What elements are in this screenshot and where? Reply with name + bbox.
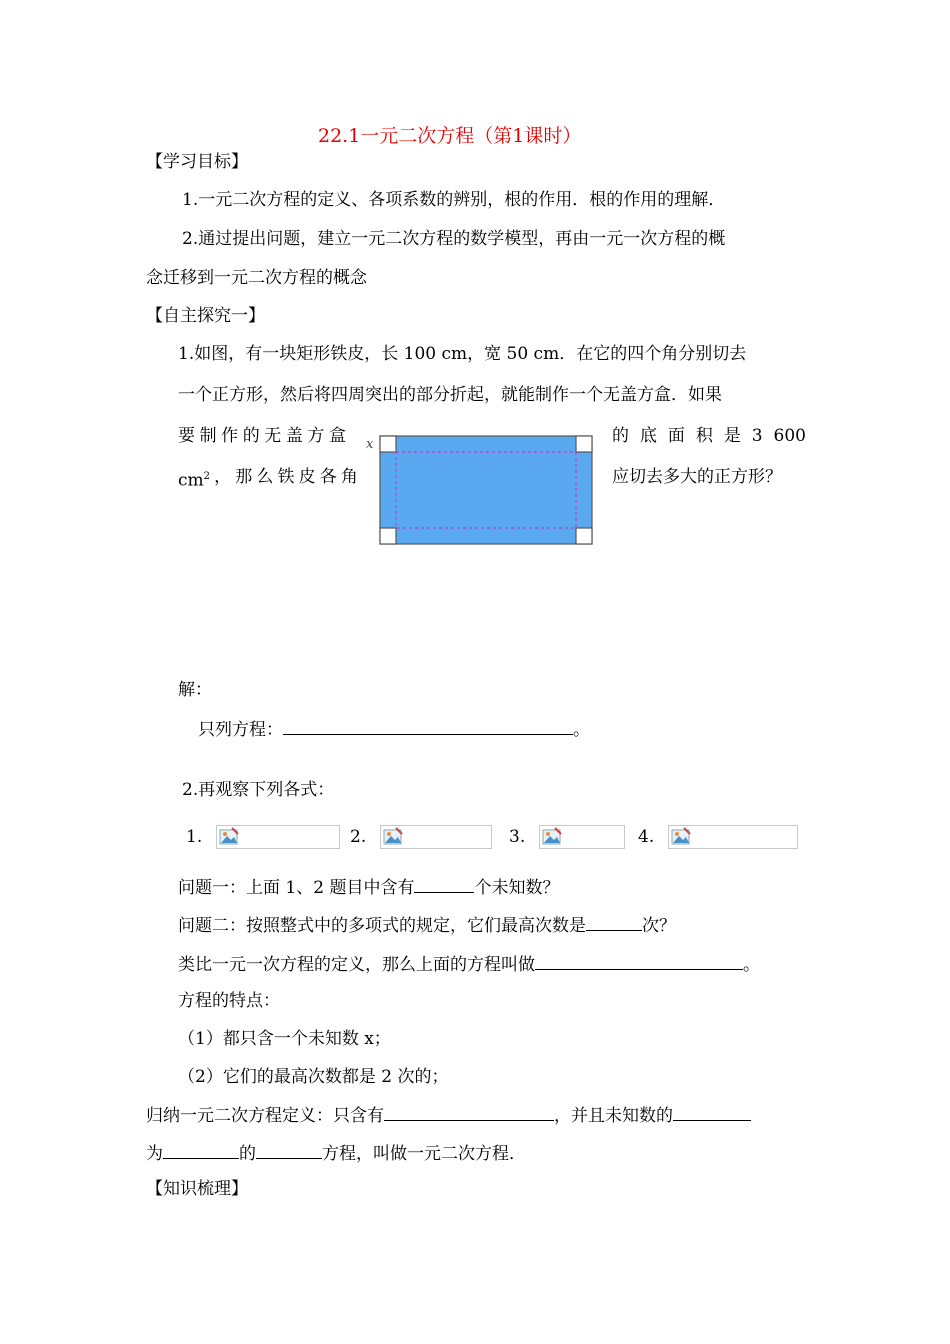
question-1-blank[interactable] [414,874,474,893]
text-char: 方 [307,426,325,446]
formula-image-placeholder [668,825,798,849]
formula-number: 4. [638,827,655,847]
analogy-line [178,951,760,977]
analogy-text-b: 。 [743,955,760,975]
definition-line-1 [146,1102,751,1128]
text-char: 皮 [298,467,316,487]
text-char: 底 [639,426,657,446]
equation-line [198,716,590,742]
text-char: 是 [723,426,741,446]
problem1-line-4-right: 应切去多大的正方形？ [612,467,782,487]
problem1-line-2: 一个正方形，然后将四周突出的部分折起，就能制作一个无盖方盒．如果 [178,385,722,405]
text-char: 么 [256,467,274,487]
section-heading-explore: 【自主探究一】 [146,306,265,326]
formula-image-placeholder [216,825,340,849]
text-char: 盒 [328,426,346,446]
question-1-text-a: 问题一：上面 1、2 题目中含有 [178,878,415,898]
definition-text-e: 方程，叫做一元二次方程． [322,1144,526,1164]
corner-square-bottom-right [576,528,592,544]
text-char: 各 [319,467,337,487]
page-title: 22.1一元二次方程（第1课时） [318,125,582,147]
question-2-blank[interactable] [586,912,642,931]
corner-square-bottom-left [380,528,396,544]
definition-text-a: 归纳一元二次方程定义：只含有 [146,1106,384,1126]
corner-square-top-left [380,436,396,452]
equation-end: 。 [573,720,590,740]
problem1-line-3-left [178,424,346,448]
question-1-text-b: 个未知数？ [474,878,560,898]
text-char: 角 [340,467,358,487]
text-char: 的 [612,426,629,446]
broken-image-icon [383,827,403,847]
sheet-diagram [364,432,596,548]
text-char: ， [214,467,232,487]
goal-item-1: 1.一元二次方程的定义、各项系数的辨别，根的作用．根的作用的理解． [182,190,726,210]
section-heading-knowledge: 【知识梳理】 [146,1179,248,1199]
analogy-text-a: 类比一元一次方程的定义，那么上面的方程叫做 [178,955,535,975]
text-char: 的 [242,426,260,446]
formula-item-4 [638,825,798,849]
equation-label: 只列方程： [198,720,283,740]
problem2-label: 2.再观察下列各式： [182,780,335,800]
unit-superscript: 2 [203,471,211,482]
formula-number: 1. [186,827,203,847]
text-char: 那 [235,467,253,487]
formula-image-placeholder [539,825,625,849]
definition-blank-1[interactable] [384,1102,554,1121]
goal-item-2-line-1: 2.通过提出问题，建立一元二次方程的数学模型，再由一元一次方程的概 [182,229,726,249]
question-2-text-b: 次？ [642,916,676,936]
formula-item-3 [509,825,625,849]
text-char: 盖 [285,426,303,446]
analogy-blank[interactable] [535,951,743,970]
formula-item-1 [186,825,340,849]
problem1-line-3-right [612,424,806,448]
formula-image-placeholder [380,825,492,849]
features-heading: 方程的特点： [178,991,280,1011]
text-char: 制 [199,426,217,446]
formula-item-2 [350,825,492,849]
text-char: 3 [751,426,763,446]
x-label: x [366,437,374,452]
solution-label: 解： [178,680,212,700]
problem1-line-4-left [178,465,358,493]
text-char: 铁 [277,467,295,487]
unit-text: cm [178,470,204,491]
sheet-figure [364,432,596,548]
formula-number: 3. [509,827,526,847]
definition-text-c: 为 [146,1144,163,1164]
broken-image-icon [219,827,239,847]
broken-image-icon [671,827,691,847]
text-char: 积 [695,426,713,446]
text-char: 要 [178,426,195,446]
definition-text-b: ，并且未知数的 [554,1106,673,1126]
definition-blank-4[interactable] [256,1140,322,1159]
definition-blank-2[interactable] [673,1102,751,1121]
question-2-text-a: 问题二：按照整式中的多项式的规定，它们最高次数是 [178,916,586,936]
corner-square-top-right [576,436,592,452]
question-1 [178,874,559,900]
section-heading-goals: 【学习目标】 [146,152,248,172]
definition-line-2 [146,1140,526,1166]
feature-2: （2）它们的最高次数都是 2 次的； [178,1067,449,1087]
broken-image-icon [542,827,562,847]
goal-item-2-line-2: 念迁移到一元二次方程的概念 [146,268,367,288]
text-char: 作 [221,426,239,446]
feature-1: （1）都只含一个未知数 x； [178,1029,391,1049]
equation-blank[interactable] [283,716,573,735]
definition-text-d: 的 [239,1144,256,1164]
text-char: 600 [773,426,806,446]
text-char: 面 [667,426,685,446]
question-2 [178,912,676,938]
formula-number: 2. [350,827,367,847]
definition-blank-3[interactable] [163,1140,239,1159]
area-unit [178,465,210,493]
text-char: 无 [264,426,282,446]
problem1-line-1: 1.如图，有一块矩形铁皮，长 100 cm，宽 50 cm．在它的四个角分别切去 [178,344,747,364]
